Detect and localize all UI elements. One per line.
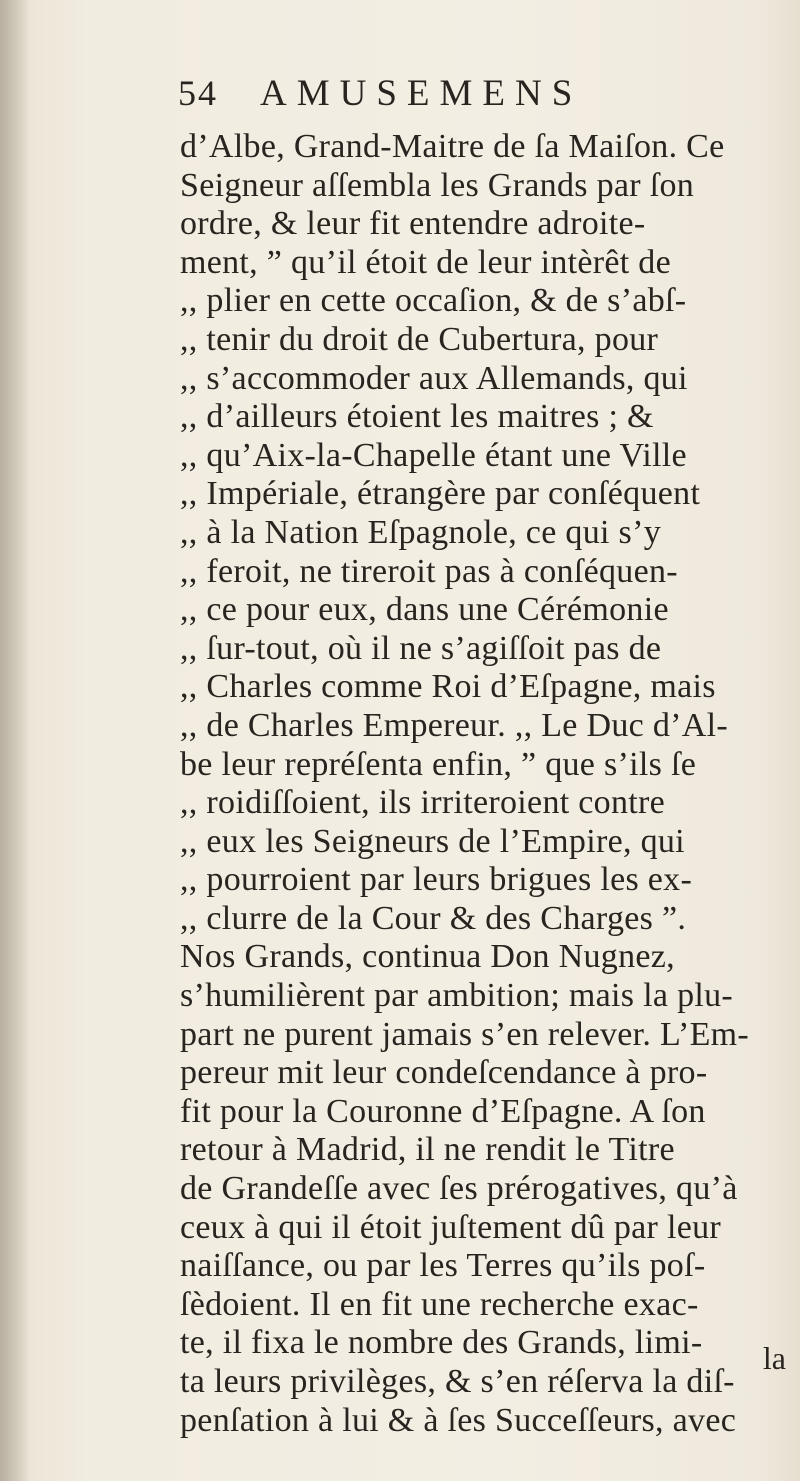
text-line: ,, roidiſſoient, ils irriteroient contre	[180, 784, 666, 822]
text-line: de Grandeſſe avec ſes prérogatives, qu’à	[180, 1170, 738, 1208]
text-line: ,, Impériale, étrangère par conſéquent	[180, 475, 701, 513]
text-line: ,, clurre de la Cour & des Charges ”.	[180, 899, 687, 937]
text-line: ,, qu’Aix-la-Chapelle étant une Ville	[180, 436, 687, 474]
text-line: part ne purent jamais s’en relever. L’Em-	[180, 1015, 749, 1053]
text-line: ,, feroit, ne tireroit pas à conſéquen-	[180, 552, 678, 590]
body-text	[180, 128, 792, 1440]
catchword: la	[762, 1340, 786, 1376]
binding-gutter-shadow	[0, 0, 30, 1481]
text-line: d’Albe, Grand-Maitre de ſa Maiſon. Ce	[180, 128, 725, 165]
text-line: ,, Charles comme Roi d’Eſpagne, mais	[180, 668, 716, 706]
text-line: ,, pourroient par leurs brigues les ex-	[180, 861, 693, 899]
text-line: ,, ce pour eux, dans une Cérémonie	[180, 591, 669, 629]
text-line: be leur repréſenta enfin, ” que s’ils ſe	[180, 745, 697, 783]
text-line: penſation à lui & à ſes Succeſſeurs, avec	[180, 1401, 737, 1439]
text-line: ordre, & leur fit entendre adroite-	[180, 205, 646, 243]
text-line: ,, plier en cette occaſion, & de s’abſ-	[180, 282, 687, 320]
text-line: ,, à la Nation Eſpagnole, ce qui s’y	[180, 513, 661, 551]
text-line: ,, de Charles Empereur. ,, Le Duc d’Al-	[180, 706, 728, 744]
text-line: retour à Madrid, il ne rendit le Titre	[180, 1131, 675, 1169]
text-line: ,, ſur-tout, où il ne s’agiſſoit pas de	[180, 629, 662, 667]
text-line: fit pour la Couronne d’Eſpagne. A ſon	[180, 1092, 706, 1130]
page-number: 54	[178, 73, 218, 113]
text-line: ,, eux les Seigneurs de l’Empire, qui	[180, 822, 685, 860]
running-head: AMUSEMENS	[260, 73, 583, 114]
text-line: ſèdoient. Il en fit une recherche exac-	[180, 1285, 699, 1323]
text-line: ,, s’accommoder aux Allemands, qui	[180, 359, 688, 397]
text-line: ta leurs privilèges, & s’en réſerva la diſ-	[180, 1363, 735, 1400]
text-line: te, il fixa le nombre des Grands, limi-	[180, 1324, 703, 1362]
text-line: ceux à qui il étoit juſtement dû par leur	[180, 1208, 722, 1246]
text-line: ,, tenir du droit de Cubertura, pour	[180, 320, 659, 358]
text-line: naiſſance, ou par les Terres qu’ils poſ-	[180, 1247, 706, 1285]
text-line: ment, ” qu’il étoit de leur intèrêt de	[180, 243, 672, 281]
text-line: s’humilièrent par ambition; mais la plu-	[180, 977, 734, 1015]
text-line: Nos Grands, continua Don Nugnez,	[180, 938, 675, 976]
text-line: Seigneur aſſembla les Grands par ſon	[180, 166, 695, 204]
text-line: pereur mit leur condeſcendance à pro-	[180, 1054, 708, 1092]
text-line: ,, d’ailleurs étoient les maitres ; &	[180, 398, 654, 436]
